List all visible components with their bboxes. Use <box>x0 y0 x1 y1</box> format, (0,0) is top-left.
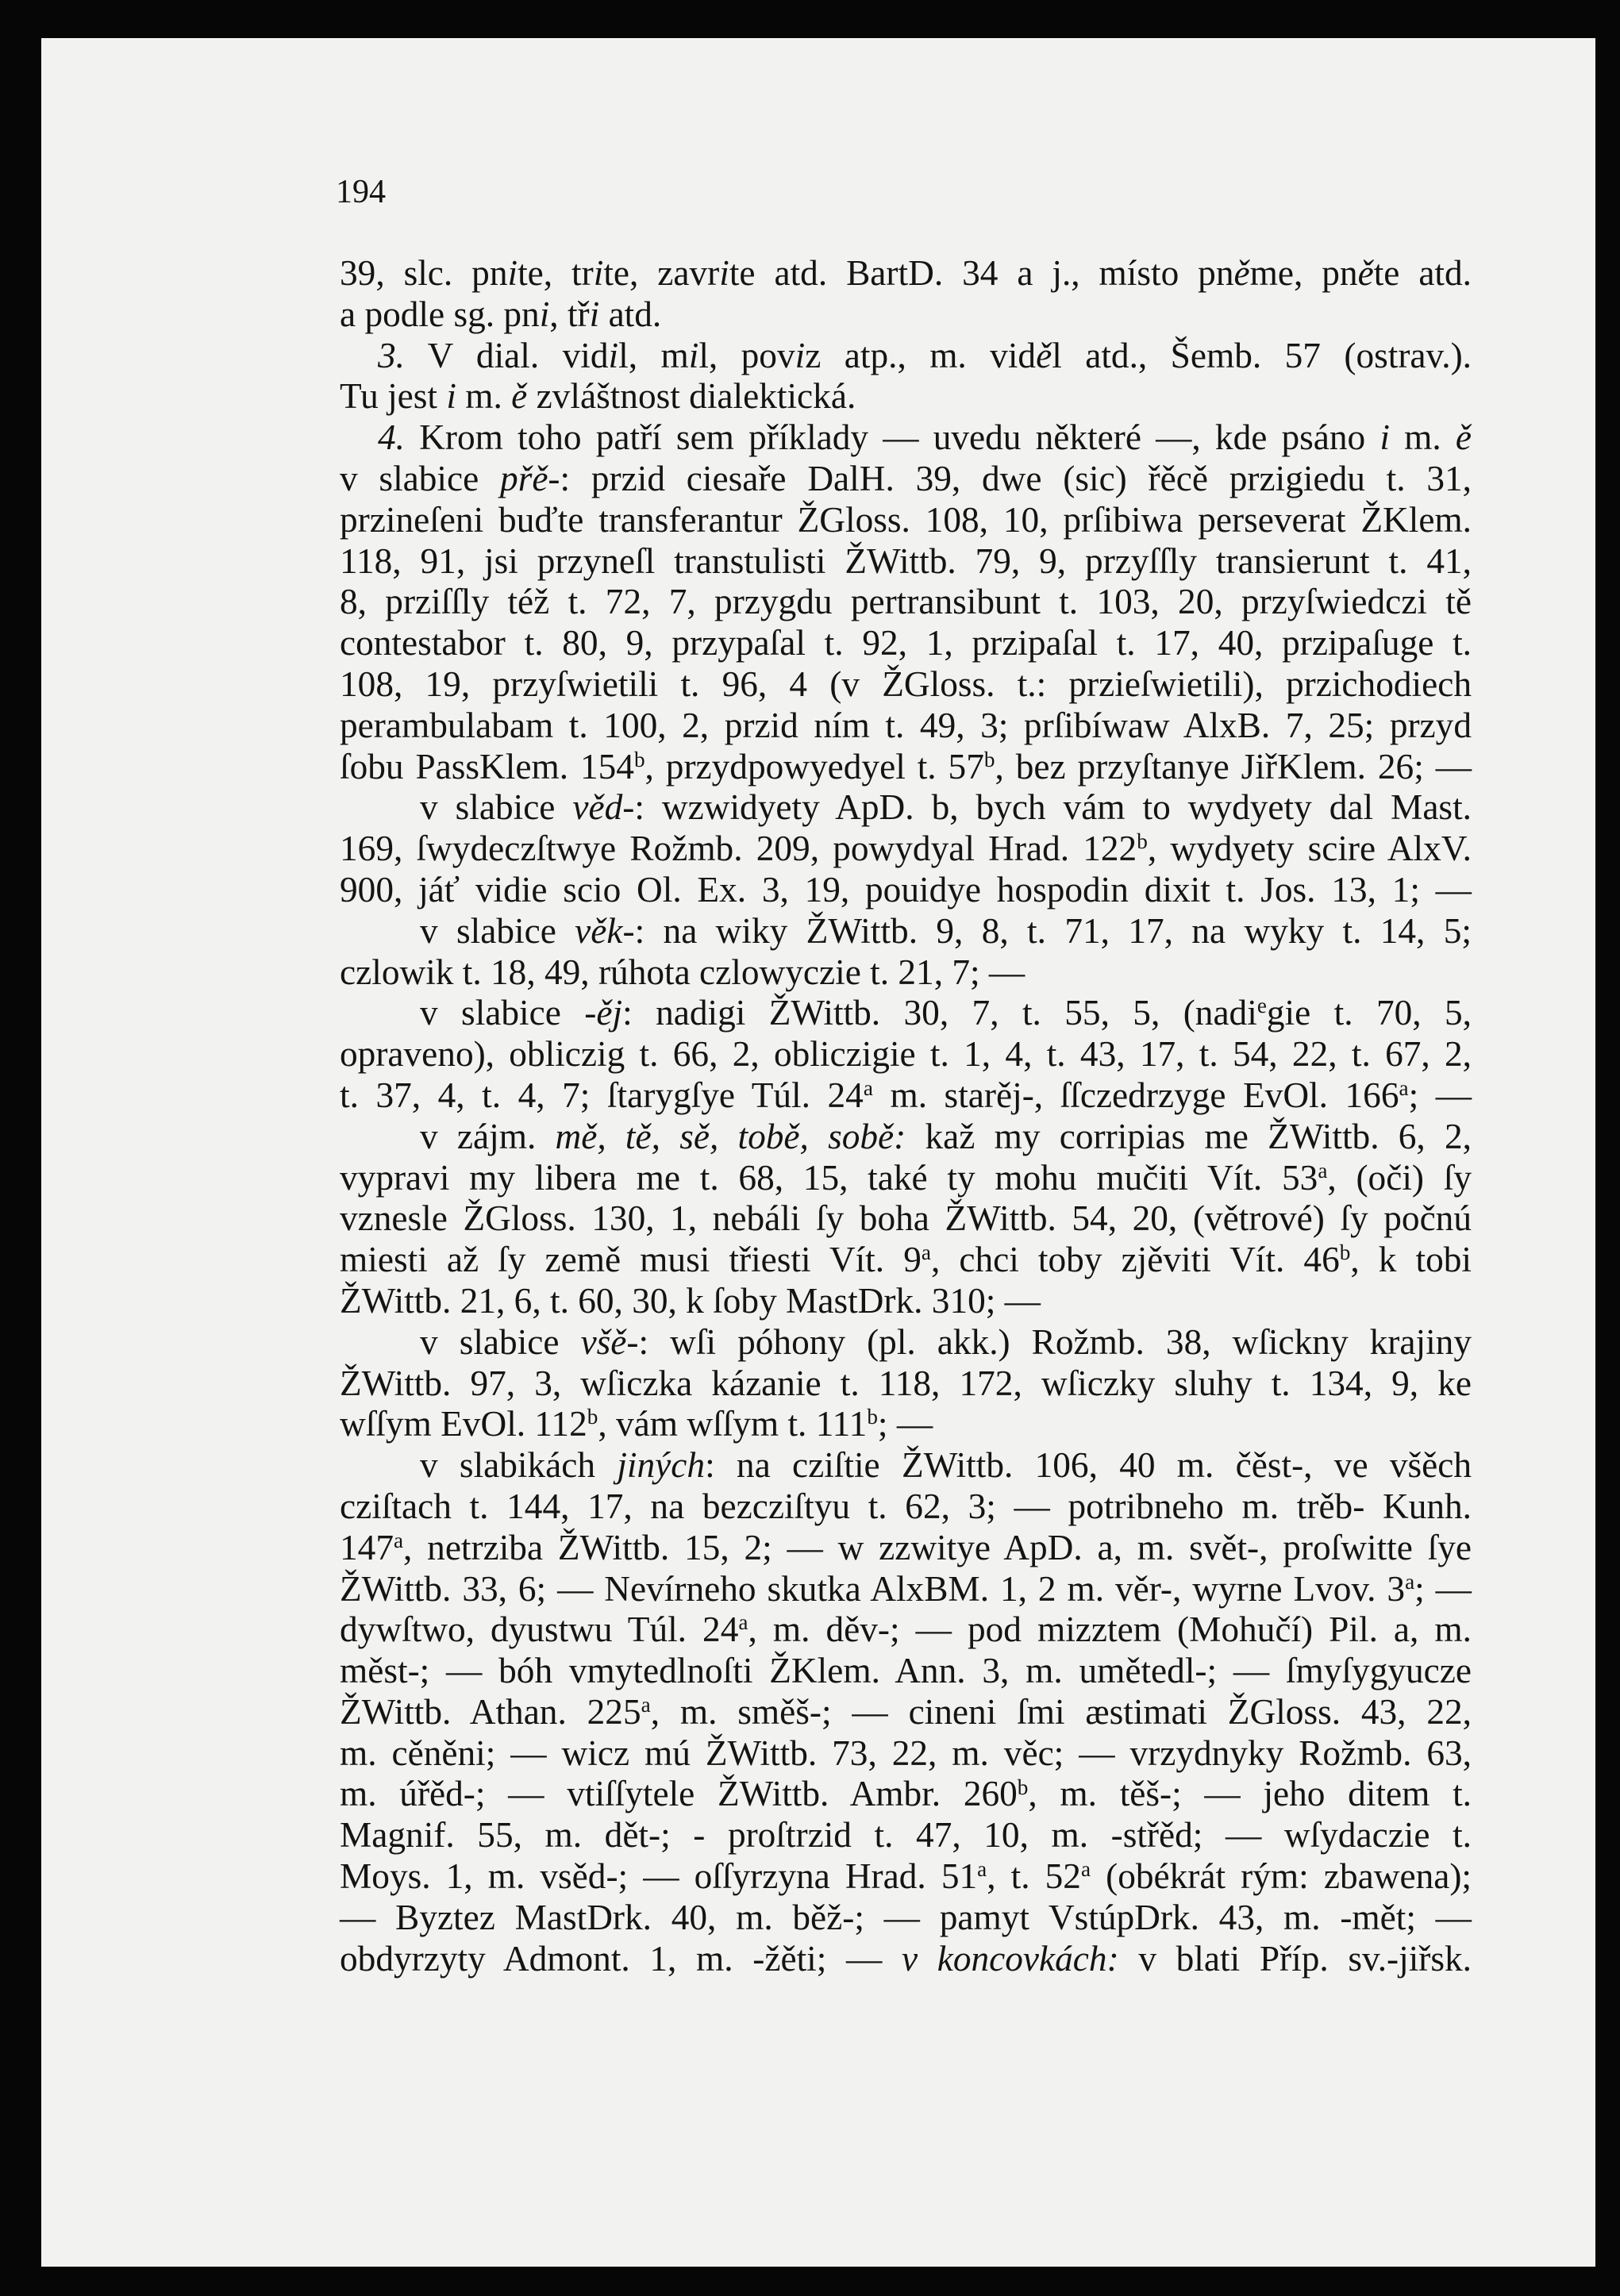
text-line <box>340 1528 1472 1569</box>
text-line <box>340 1774 1472 1815</box>
text-run: l, pov <box>698 335 795 375</box>
italic-text: i <box>719 253 729 293</box>
text-run: ſobu PassKlem. 154 <box>340 746 634 786</box>
text-run: , k tobi <box>1350 1240 1472 1280</box>
text-line <box>340 1322 1472 1363</box>
text-run: zvláštnost dialektická. <box>527 376 856 417</box>
text-line <box>340 1363 1472 1405</box>
italic-text: i <box>446 376 456 417</box>
text-run: te atd. BartD. 34 a j., místo pn <box>729 253 1234 293</box>
text-run: Tu jest <box>340 376 447 417</box>
text-run: , (oči) ſy <box>1327 1157 1472 1198</box>
text-run: ŽWittb. 33, 6; — Nevírneho skutka AlxBM. 1, 2 m. věr-, wyrne Lvov. 3 <box>340 1568 1406 1609</box>
text-line <box>340 1733 1472 1775</box>
text-run: z atp., m. vid <box>805 335 1037 375</box>
page-number: 194 <box>336 174 386 210</box>
text-run: l, m <box>618 335 689 375</box>
text-run: V dial. vid <box>404 335 609 375</box>
superscript: b <box>633 747 645 771</box>
text-run: opraveno), obliczig t. 66, 2, obliczigie t. 1, 4, t. 43, 17, t. 54, 22, t. 67, 2, <box>340 1034 1472 1075</box>
text-run: v slabice <box>340 458 501 498</box>
text-run: : nadigi ŽWittb. 30, 7, t. 55, 5, (nadi <box>622 993 1257 1033</box>
text-line <box>340 459 1472 500</box>
text-run: , bez przyſtanye JiřKlem. 26; — <box>995 746 1472 786</box>
text-run: kaž my corripias me ŽWittb. 6, 2, <box>906 1116 1472 1156</box>
text-run: , t. 52 <box>987 1856 1081 1897</box>
text-run: , m. děv-; — pod mizztem (Mohučí) Pil. a, m. <box>748 1610 1472 1650</box>
text-run: cziſtach t. 144, 17, na bezcziſtyu t. 62, 3; — potribneho m. trěb- Kunh. <box>340 1486 1472 1526</box>
text-run: dywſtwo, dyustwu Túl. 24 <box>340 1610 739 1650</box>
text-run: v blati Příp. sv.-jiřsk. <box>1118 1938 1472 1979</box>
italic-text: v koncovkách: <box>901 1938 1119 1979</box>
italic-text: všě- <box>580 1321 639 1362</box>
text-run: ; — <box>1408 1075 1472 1115</box>
text-run: obdyrzyty Admont. 1, m. -žěti; — <box>340 1938 902 1979</box>
text-run: : przid ciesaře DalH. 39, dwe (sic) řěcě przigiedu t. 31, <box>560 458 1472 498</box>
italic-text: přě- <box>500 458 560 498</box>
text-line <box>340 1198 1472 1240</box>
text-line <box>340 500 1472 541</box>
text-line <box>340 1445 1472 1486</box>
text-line <box>340 1815 1472 1856</box>
text-run: : na cziſtie ŽWittb. 106, 40 m. čěst-, ve všěch <box>705 1445 1472 1486</box>
text-line <box>340 1569 1472 1610</box>
italic-text: i <box>593 253 604 293</box>
superscript: a <box>738 1610 748 1635</box>
text-run: 118, 91, jsi przyneſl transtulisti ŽWittb. 79, 9, przyſſly transierunt t. 41, <box>340 540 1472 581</box>
italic-text: ě <box>1455 417 1472 458</box>
text-line <box>340 664 1472 706</box>
text-line <box>340 1692 1472 1733</box>
text-run: atd. <box>599 294 662 334</box>
text-run: ; — <box>877 1404 933 1444</box>
italic-text: ě <box>1036 335 1052 375</box>
text-line <box>340 706 1472 747</box>
text-run: měst-; — bóh vmytedlnoſti ŽKlem. Ann. 3, m. umětedl-; — ſmyſygyucze <box>340 1651 1472 1691</box>
text-run: v slabice <box>420 993 585 1033</box>
text-run: vypravi my libera me t. 68, 15, také ty mohu mučiti Vít. 53 <box>340 1157 1318 1198</box>
text-run: 169, ſwydeczſtwye Rožmb. 209, powydyal Hrad. 122 <box>340 829 1137 869</box>
italic-text: ě <box>1357 253 1374 293</box>
superscript: a <box>1318 1158 1328 1183</box>
text-run: wſſym EvOl. 112 <box>340 1404 587 1444</box>
text-run: ŽWittb. Athan. 225 <box>340 1691 641 1732</box>
text-run: gie t. 70, 5, <box>1266 993 1472 1033</box>
text-line <box>340 336 1472 377</box>
superscript: a <box>1399 1075 1409 1100</box>
text-line <box>340 1651 1472 1692</box>
text-run: , przydpowyedyel t. 57 <box>645 746 984 786</box>
text-run: , chci toby zjěviti Vít. 46 <box>930 1240 1340 1280</box>
text-line <box>340 1404 1472 1445</box>
superscript: b <box>983 747 995 771</box>
text-run: 39, slc. pn <box>340 253 508 293</box>
superscript: a <box>921 1240 931 1265</box>
text-line <box>340 623 1472 664</box>
italic-text: věk- <box>575 910 635 951</box>
text-run: : wzwidyety ApD. b, bych vám to wydyety dal Mast. <box>634 787 1472 828</box>
italic-text: mě, tě, sě, tobě, sobě: <box>555 1116 906 1156</box>
text-run: czlowik t. 18, 49, rúhota czlowyczie t. 21, 7; — <box>340 952 1025 992</box>
superscript: a <box>1080 1857 1091 1882</box>
text-run: t. 37, 4, t. 4, 7; ſtarygſye Túl. 24 <box>340 1075 864 1115</box>
text-run: Moys. 1, m. vsěd-; — oſſyrzyna Hrad. 51 <box>340 1856 978 1897</box>
italic-text: i <box>1380 417 1390 458</box>
text-run: contestabor t. 80, 9, przypaſal t. 92, 1, przipaſal t. 17, 40, przipaſuge t. <box>340 623 1472 663</box>
italic-text: i <box>608 335 619 375</box>
italic-text: i <box>795 335 806 375</box>
text-run: 108, 19, przyſwietili t. 96, 4 (v ŽGloss. t.: przieſwietili), przichodiech <box>340 663 1472 704</box>
text-line <box>340 1486 1472 1528</box>
text-run: , netrziba ŽWittb. 15, 2; — w zzwitye ApD. a, m. svět-, proſwitte ſye <box>403 1527 1472 1567</box>
text-run: Krom toho patří sem příklady — uvedu některé —, kde psáno <box>404 417 1380 458</box>
superscript: a <box>863 1075 873 1100</box>
text-run: 8, prziſſly též t. 72, 7, przygdu pertransibunt t. 103, 20, przyſwiedczi tě <box>340 582 1472 622</box>
italic-text: věd- <box>572 787 635 828</box>
text-line <box>340 253 1472 294</box>
text-run: v slabice <box>420 787 573 828</box>
text-line <box>340 1240 1472 1281</box>
text-line <box>340 1075 1472 1117</box>
text-run: vznesle ŽGloss. 130, 1, nebáli ſy boha ŽWittb. 54, 20, (větrové) ſy počnú <box>340 1198 1472 1239</box>
text-run: v slabikách <box>420 1445 618 1486</box>
text-run: , tř <box>549 294 590 334</box>
text-run: te, tr <box>518 253 594 293</box>
text-line <box>340 787 1472 829</box>
superscript: b <box>867 1405 878 1429</box>
text-line <box>340 870 1472 911</box>
text-run: 147 <box>340 1527 394 1567</box>
text-line <box>340 376 1472 417</box>
text-run: Magnif. 55, m. dět-; - proſtrzid t. 47, 10, m. -střěd; — wſydaczie t. <box>340 1815 1472 1856</box>
text-line <box>340 1610 1472 1651</box>
text-run: v slabice <box>420 1321 581 1362</box>
text-line <box>340 417 1472 459</box>
italic-text: -ěj <box>584 993 623 1033</box>
text-run: (obékrát rým: zbawena); <box>1091 1856 1472 1897</box>
text-line <box>340 829 1472 870</box>
text-run: perambulabam t. 100, 2, przid ním t. 49, 3; prſibíwaw AlxB. 7, 25; przyd <box>340 705 1472 745</box>
text-run: m. cěněni; — wicz mú ŽWittb. 73, 22, m. věc; — vrzydnyky Rožmb. 63, <box>340 1733 1472 1773</box>
text-run: v zájm. <box>420 1116 556 1156</box>
superscript: a <box>977 1857 987 1882</box>
italic-text: ě <box>511 376 528 417</box>
text-line <box>340 582 1472 623</box>
text-run: przineſeni buďte transferantur ŽGloss. 108, 10, prſibiwa perseverat ŽKlem. <box>340 499 1472 540</box>
text-line <box>340 1158 1472 1199</box>
text-run: : wſi póhony (pl. akk.) Rožmb. 38, wſickny krajiny <box>638 1321 1472 1362</box>
text-run: m. <box>1389 417 1456 458</box>
italic-text: ě <box>1233 253 1250 293</box>
text-run: : na wiky ŽWittb. 9, 8, t. 71, 17, na wyky t. 14, 5; <box>634 910 1472 951</box>
superscript: a <box>641 1692 651 1717</box>
text-line <box>340 1939 1472 1980</box>
text-run: l atd., Šemb. 57 (ostrav.). <box>1052 335 1472 375</box>
text-line <box>340 1898 1472 1939</box>
text-run: — Byztez MastDrk. 40, m. běž-; — pamyt VstúpDrk. 43, m. -mět; — <box>340 1897 1472 1937</box>
text-run: a podle sg. pn <box>340 294 540 334</box>
text-run: , vám wſſym t. 111 <box>598 1404 868 1444</box>
text-run: me, pn <box>1249 253 1358 293</box>
superscript: b <box>1339 1240 1351 1265</box>
text-line <box>340 294 1472 336</box>
superscript: e <box>1256 994 1267 1018</box>
text-line <box>340 747 1472 788</box>
text-run: ; — <box>1414 1568 1472 1609</box>
text-run: , m. těš-; — jeho ditem t. <box>1028 1774 1472 1814</box>
italic-text: i <box>539 294 550 334</box>
superscript: a <box>393 1528 404 1552</box>
text-line <box>340 1117 1472 1158</box>
superscript: a <box>1405 1569 1415 1594</box>
text-run: , m. směš-; — cineni ſmi æstimati ŽGloss. 43, 22, <box>650 1691 1472 1732</box>
text-run: ŽWittb. 21, 6, t. 60, 30, k ſoby MastDrk. 310; — <box>340 1280 1041 1321</box>
text-run: m. úřěd-; — vtiſſytele ŽWittb. Ambr. 260 <box>340 1774 1018 1814</box>
italic-text: jiných <box>617 1445 706 1486</box>
italic-text: 4. <box>378 417 405 458</box>
text-run: m. <box>456 376 512 417</box>
text-run: m. starěj-, ſſczedrzyge EvOl. 166 <box>872 1075 1399 1115</box>
text-line <box>340 1281 1472 1322</box>
italic-text: i <box>589 294 600 334</box>
text-line <box>340 1856 1472 1898</box>
superscript: b <box>587 1405 598 1429</box>
text-line <box>340 541 1472 583</box>
text-line <box>340 952 1472 994</box>
superscript: b <box>1017 1775 1029 1799</box>
text-run: 900, jáť vidie scio Ol. Ex. 3, 19, pouidye hospodin dixit t. Jos. 13, 1; — <box>340 869 1472 910</box>
text-line <box>340 911 1472 952</box>
italic-text: i <box>688 335 699 375</box>
text-run: ŽWittb. 97, 3, wſiczka kázanie t. 118, 172, wſiczky sluhy t. 134, 9, ke <box>340 1363 1472 1403</box>
text-run: te, zavr <box>603 253 720 293</box>
italic-text: 3. <box>378 335 405 375</box>
page-text <box>340 253 1472 1979</box>
text-run: miesti až ſy země musi třiesti Vít. 9 <box>340 1240 922 1280</box>
italic-text: i <box>507 253 518 293</box>
text-line <box>340 993 1472 1034</box>
text-run: , wydyety scire AlxV. <box>1147 829 1472 869</box>
text-run: te atd. <box>1373 253 1472 293</box>
superscript: b <box>1137 829 1148 854</box>
text-run: v slabice <box>420 910 575 951</box>
text-line <box>340 1034 1472 1075</box>
